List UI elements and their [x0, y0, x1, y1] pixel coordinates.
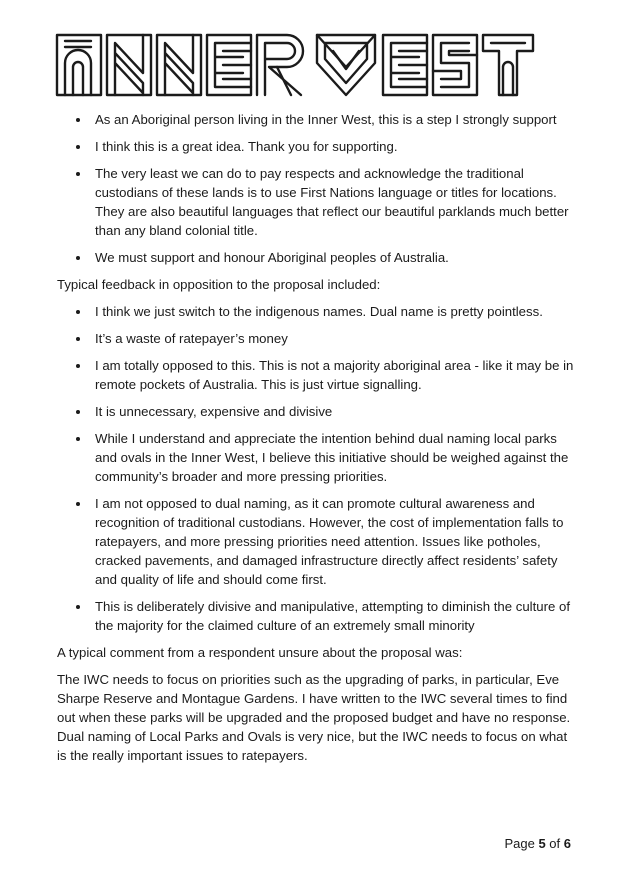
list-item: I am totally opposed to this. This is not a majority aboriginal area - like it may be in remote pockets of Australia. This is just virtue signalling. — [95, 356, 577, 394]
list-item: While I understand and appreciate the intention behind dual naming local parks and ovals in the Inner West, I believe this initiative should be weighed against the community’s broader and more pressing priorities. — [95, 429, 577, 486]
list-item: This is deliberately divisive and manipulative, attempting to diminish the culture of the majority for the claimed culture of an extremely small minority — [95, 597, 577, 635]
list-item: It’s a waste of ratepayer’s money — [95, 329, 577, 348]
total-pages: 6 — [563, 836, 571, 851]
list-item: The very least we can do to pay respects and acknowledge the traditional custodians of these lands is to use First Nations language or titles for locations. They are also beautiful languages that reflect our beautiful parklands much better than any bland colonial title. — [95, 164, 577, 240]
unsure-comment: The IWC needs to focus on priorities such as the upgrading of parks, in particular, Eve Sharpe Reserve and Montague Gardens. I have written to the IWC several times to find out when these parks will be upgraded and the proposed budget and have no response. Dual naming of Local Parks and Ovals is very nice, but the IWC needs to focus on what is the really important issues to ratepayers. — [57, 672, 571, 763]
list-item: I think this is a great idea. Thank you for supporting. — [95, 137, 577, 156]
inner-west-logo — [55, 33, 535, 97]
list-item: As an Aboriginal person living in the Inner West, this is a step I strongly support — [95, 110, 577, 129]
document-body — [57, 110, 577, 773]
of-label: of — [549, 836, 561, 851]
page-label: Page — [504, 836, 535, 851]
opposition-intro: Typical feedback in opposition to the proposal included: — [57, 277, 381, 292]
current-page: 5 — [538, 836, 546, 851]
support-feedback-list — [57, 110, 577, 267]
opposition-feedback-list — [57, 302, 577, 635]
page-number — [504, 836, 571, 851]
list-item: I am not opposed to dual naming, as it can promote cultural awareness and recognition of traditional custodians. However, the cost of implementation falls to ratepayers, and more pressing priorities need attention. Issues like potholes, cracked pavements, and damaged infrastructure directly affect residents’ safety and quality of life and should come first. — [95, 494, 577, 589]
unsure-intro: A typical comment from a respondent unsure about the proposal was: — [57, 645, 463, 660]
list-item: It is unnecessary, expensive and divisive — [95, 402, 577, 421]
list-item: We must support and honour Aboriginal peoples of Australia. — [95, 248, 577, 267]
list-item: I think we just switch to the indigenous names. Dual name is pretty pointless. — [95, 302, 577, 321]
